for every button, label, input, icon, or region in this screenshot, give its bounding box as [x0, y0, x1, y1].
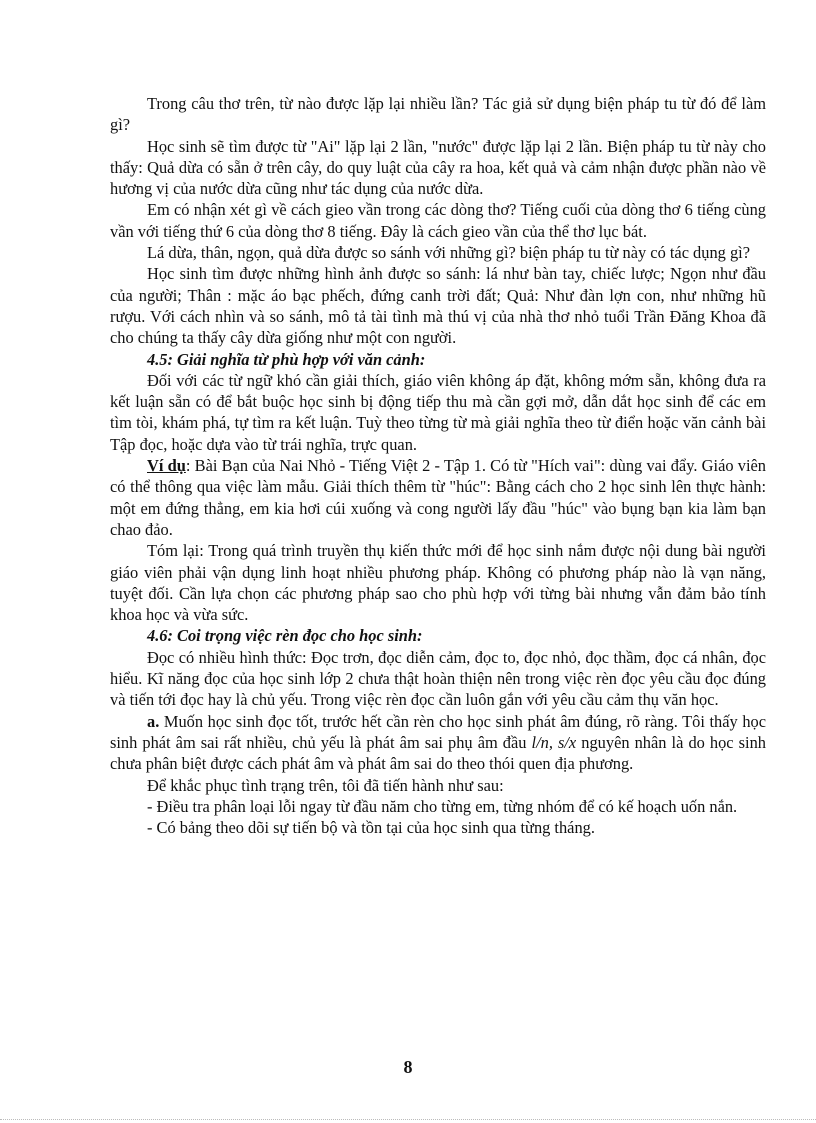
paragraph-1: Trong câu thơ trên, từ nào được lặp lại nhiều lần? Tác giả sử dụng biện pháp tu từ đó để làm gì?: [110, 94, 766, 135]
paragraph-4: Lá dừa, thân, ngọn, quả dừa được so sánh với những gì? biện pháp tu từ này có tác dụng gì?: [147, 243, 750, 263]
paragraph-2: Học sinh sẽ tìm được từ "Ai" lặp lại 2 lần, "nước" được lặp lại 2 lần. Biện pháp tu từ này cho thấy: Quả dừa có sẵn ở trên cây, do quy luật của cây ra hoa, kết quả và cảm nhận được phần nào về hương vị của nước dừa cũng như tác dụng của nước dừa.: [110, 136, 766, 199]
item-a-label: a.: [147, 711, 160, 731]
bullet-1: - Điều tra phân loại lỗi ngay từ đầu năm cho từng em, từng nhóm để có kế hoạch uốn nắn.: [147, 796, 738, 816]
paragraph-summary: Tóm lại: Trong quá trình truyền thụ kiến thức mới để học sinh nắm được nội dung bài người giáo viên phải vận dụng linh hoạt nhiều phương pháp. Không có phương pháp nào là vạn năng, tuyệt đối. Cần lựa chọn các phương pháp sao cho phù hợp với từng bài nhưng vẫn đảm bảo tính khoa học và vừa sức.: [110, 541, 766, 625]
paragraph-3: Em có nhận xét gì về cách gieo vần trong các dòng thơ? Tiếng cuối của dòng thơ 6 tiếng cùng vần với tiếng thứ 6 của dòng thơ 8 tiếng. Đây là cách gieo vần của thể thơ lục bát.: [110, 200, 766, 241]
page-number: 8: [403, 1057, 413, 1077]
paragraph-6: Đối với các từ ngữ khó cần giải thích, giáo viên không áp đặt, không mớm sẵn, không đưa ra kết luận sẵn có để bắt buộc học sinh bị động tiếp thu mà cần gợi mở, dẫn dắt học sinh để các em tìm tòi, khám phá, tự tìm ra kết luận. Tuỳ theo từng từ mà giải nghĩa theo từ điển hoặc văn cảnh bài Tập đọc, hoặc dựa vào từ trái nghĩa, trực quan.: [110, 370, 766, 454]
paragraph-example: [110, 455, 766, 540]
item-a-text: Muốn học sinh đọc tốt, trước hết cần rèn cho học sinh phát âm đúng, rõ ràng. Tôi thấy học sinh phát âm sai rất nhiều, chủ yếu là phát âm sai phụ âm đầu: [110, 711, 766, 752]
example-label: Ví dụ: [147, 456, 186, 476]
paragraph-a: [110, 711, 766, 775]
item-a-italic: l/n, s/x: [531, 732, 577, 752]
document-body: [110, 93, 766, 838]
footer-divider: [0, 1119, 816, 1120]
section-heading-4-5: 4.5: Giải nghĩa từ phù hợp với văn cảnh:: [147, 349, 426, 369]
item-a-tail: nguyên nhân là do học sinh chưa phân biệt được cách phát âm và phát âm sai do theo thói quen địa phương.: [110, 732, 766, 774]
section-heading-4-6: 4.6: Coi trọng việc rèn đọc cho học sinh:: [147, 626, 423, 646]
paragraph-remedy: Để khắc phục tình trạng trên, tôi đã tiến hành như sau:: [147, 775, 504, 795]
bullet-2: - Có bảng theo dõi sự tiến bộ và tồn tại của học sinh qua từng tháng.: [147, 818, 595, 838]
example-text: : Bài Bạn của Nai Nhỏ - Tiếng Việt 2 - Tập 1. Có từ "Hích vai": dùng vai đẩy. Giáo viên có thể thông qua việc làm mẫu. Giải thích thêm từ "húc": Bằng cách cho 2 học sinh lên thực hành: một em đứng thẳng, em kia hơi cúi xuống và cong người lấy đầu "húc" vào bụng bạn kia làm bạn chao đảo.: [110, 456, 766, 539]
paragraph-reading: Đọc có nhiều hình thức: Đọc trơn, đọc diễn cảm, đọc to, đọc nhỏ, đọc thầm, đọc cá nhân, đọc hiểu. Kĩ năng đọc của học sinh lớp 2 chưa thật hoàn thiện nên trong việc rèn đọc yêu cầu đọc đúng và tiến tới đọc hay là chủ yếu. Trong việc rèn đọc cần luôn gắn với yêu cầu cảm thụ văn học.: [110, 647, 766, 710]
paragraph-5: Học sinh tìm được những hình ảnh được so sánh: lá như bàn tay, chiếc lược; Ngọn như đầu của người; Thân : mặc áo bạc phếch, đứng canh trời đất; Quả: Như đàn lợn con, như những hũ rượu. Với cách nhìn và so sánh, mô tả tài tình mà thú vị của nhà thơ nhỏ tuổi Trần Đăng Khoa đã cho chúng ta thấy cây dừa giống như một con người.: [110, 264, 766, 348]
